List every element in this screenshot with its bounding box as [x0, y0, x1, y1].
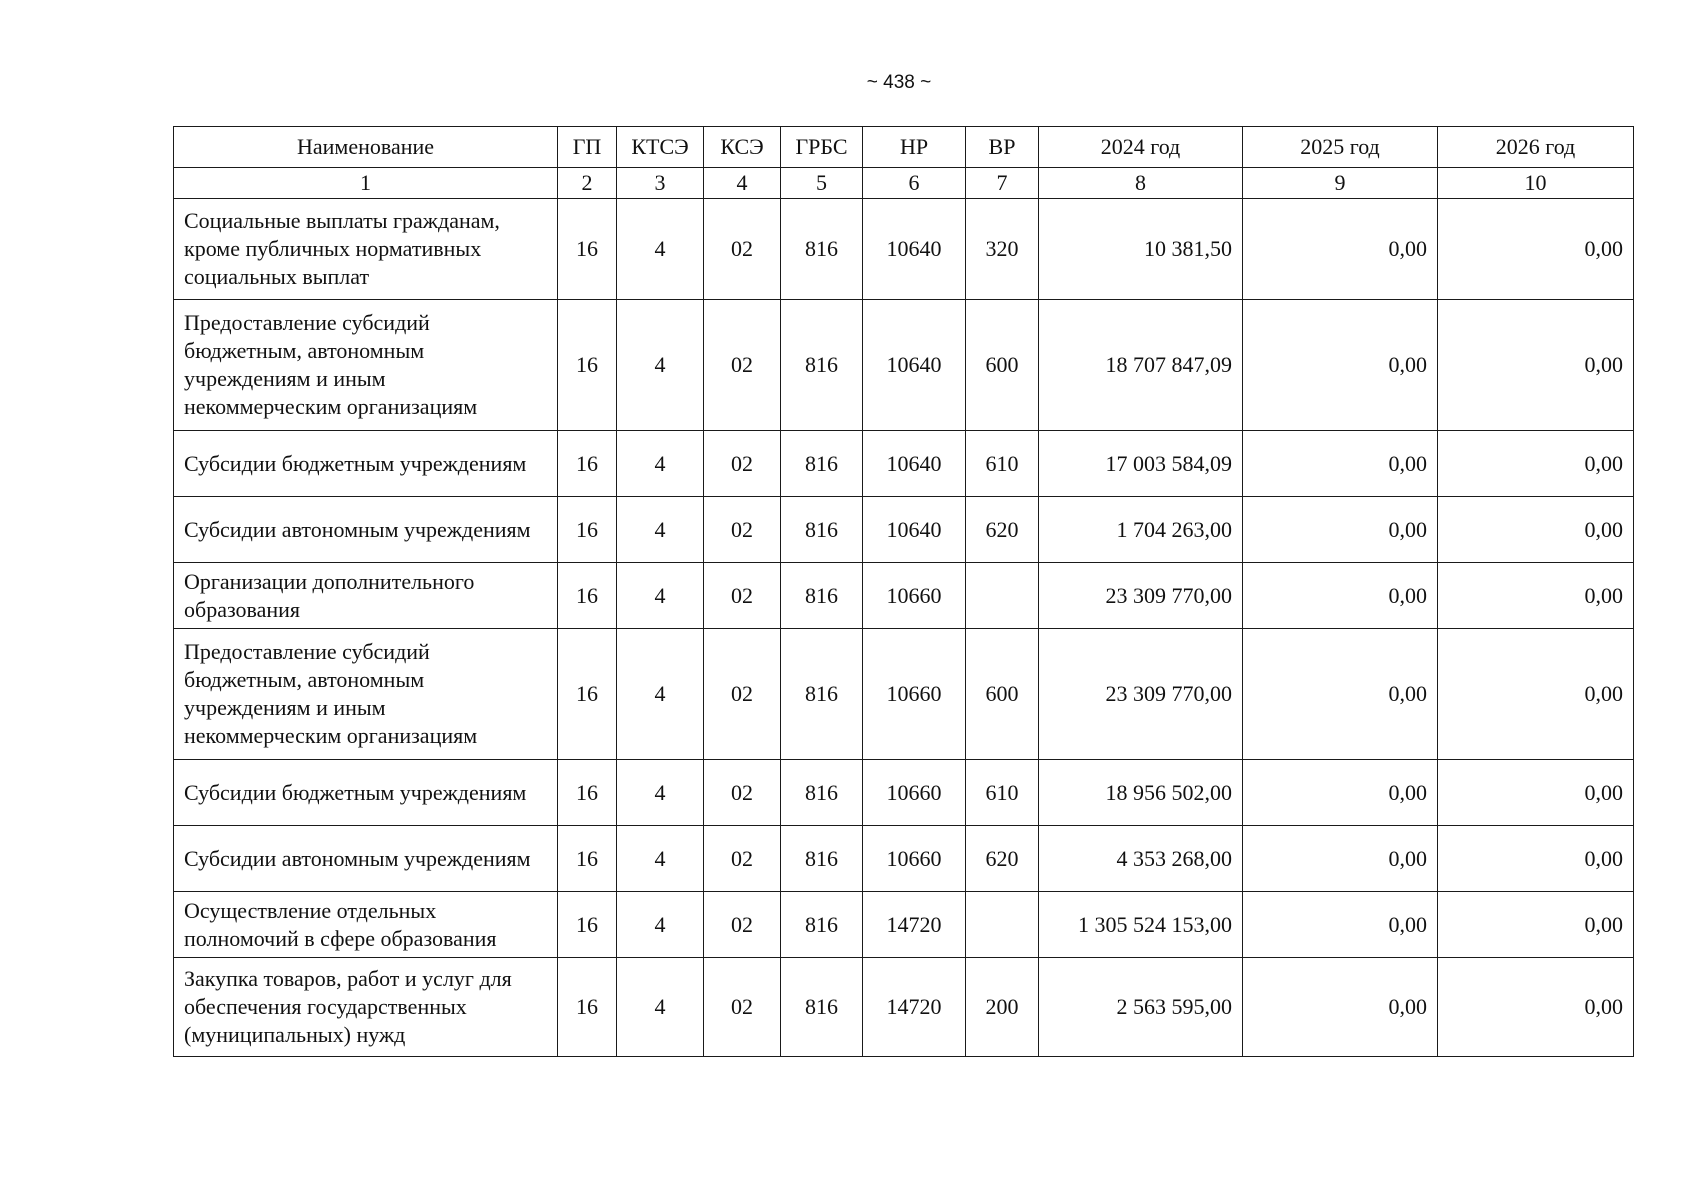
cell-nr: 10660	[863, 629, 966, 760]
cell-2024: 1 305 524 153,00	[1039, 892, 1243, 958]
header-2025: 2025 год	[1243, 127, 1438, 168]
row-name: Предоставление субсидий бюджетным, автономным учреждениям и иным некоммерческим организациям	[174, 629, 558, 760]
cell-kse: 02	[704, 300, 781, 431]
header-vr: ВР	[966, 127, 1039, 168]
cell-2026: 0,00	[1438, 958, 1634, 1057]
row-name: Осуществление отдельных полномочий в сфере образования	[174, 892, 558, 958]
cell-grbs: 816	[781, 563, 863, 629]
cell-nr: 14720	[863, 892, 966, 958]
cell-2024: 2 563 595,00	[1039, 958, 1243, 1057]
cell-nr: 10640	[863, 431, 966, 497]
cell-vr: 600	[966, 300, 1039, 431]
header-name: Наименование	[174, 127, 558, 168]
cell-gp: 16	[558, 958, 617, 1057]
cell-2024: 18 956 502,00	[1039, 760, 1243, 826]
cell-vr	[966, 892, 1039, 958]
cell-kse: 02	[704, 958, 781, 1057]
column-number: 7	[966, 168, 1039, 199]
cell-kse: 02	[704, 199, 781, 300]
table-row	[174, 431, 1634, 497]
cell-nr: 10660	[863, 826, 966, 892]
table-row	[174, 497, 1634, 563]
cell-2026: 0,00	[1438, 629, 1634, 760]
budget-table	[173, 126, 1634, 1057]
cell-nr: 10640	[863, 300, 966, 431]
cell-nr: 14720	[863, 958, 966, 1057]
header-gp: ГП	[558, 127, 617, 168]
cell-grbs: 816	[781, 958, 863, 1057]
cell-gp: 16	[558, 629, 617, 760]
cell-2024: 17 003 584,09	[1039, 431, 1243, 497]
cell-2024: 23 309 770,00	[1039, 629, 1243, 760]
cell-kse: 02	[704, 760, 781, 826]
cell-kse: 02	[704, 431, 781, 497]
cell-kse: 02	[704, 826, 781, 892]
cell-grbs: 816	[781, 826, 863, 892]
table-row	[174, 629, 1634, 760]
cell-grbs: 816	[781, 431, 863, 497]
cell-nr: 10640	[863, 199, 966, 300]
cell-2026: 0,00	[1438, 892, 1634, 958]
cell-2024: 4 353 268,00	[1039, 826, 1243, 892]
row-name: Организации дополнительного образования	[174, 563, 558, 629]
table-row	[174, 892, 1634, 958]
cell-kse: 02	[704, 563, 781, 629]
cell-kse: 02	[704, 892, 781, 958]
column-number: 8	[1039, 168, 1243, 199]
row-name: Субсидии автономным учреждениям	[174, 497, 558, 563]
cell-kse: 02	[704, 497, 781, 563]
column-number: 4	[704, 168, 781, 199]
header-row	[174, 127, 1634, 168]
cell-kse: 02	[704, 629, 781, 760]
cell-grbs: 816	[781, 497, 863, 563]
cell-ktse: 4	[617, 958, 704, 1057]
column-number: 5	[781, 168, 863, 199]
cell-vr: 320	[966, 199, 1039, 300]
cell-2024: 23 309 770,00	[1039, 563, 1243, 629]
table-row	[174, 760, 1634, 826]
row-name: Субсидии бюджетным учреждениям	[174, 760, 558, 826]
table-row	[174, 958, 1634, 1057]
cell-gp: 16	[558, 431, 617, 497]
cell-2025: 0,00	[1243, 760, 1438, 826]
header-ktse: КТСЭ	[617, 127, 704, 168]
cell-grbs: 816	[781, 629, 863, 760]
cell-2025: 0,00	[1243, 563, 1438, 629]
column-number: 3	[617, 168, 704, 199]
column-number: 9	[1243, 168, 1438, 199]
header-nr: НР	[863, 127, 966, 168]
cell-2025: 0,00	[1243, 199, 1438, 300]
cell-2025: 0,00	[1243, 892, 1438, 958]
cell-ktse: 4	[617, 892, 704, 958]
row-name: Закупка товаров, работ и услуг для обеспечения государственных (муниципальных) нужд	[174, 958, 558, 1057]
cell-nr: 10660	[863, 760, 966, 826]
cell-ktse: 4	[617, 497, 704, 563]
cell-nr: 10660	[863, 563, 966, 629]
cell-2025: 0,00	[1243, 629, 1438, 760]
header-kse: КСЭ	[704, 127, 781, 168]
cell-ktse: 4	[617, 199, 704, 300]
cell-nr: 10640	[863, 497, 966, 563]
column-number-row	[174, 168, 1634, 199]
cell-ktse: 4	[617, 431, 704, 497]
cell-gp: 16	[558, 300, 617, 431]
cell-2026: 0,00	[1438, 760, 1634, 826]
cell-vr: 620	[966, 497, 1039, 563]
cell-2024: 18 707 847,09	[1039, 300, 1243, 431]
column-number: 1	[174, 168, 558, 199]
cell-2026: 0,00	[1438, 497, 1634, 563]
cell-gp: 16	[558, 497, 617, 563]
cell-2025: 0,00	[1243, 497, 1438, 563]
table-row	[174, 563, 1634, 629]
cell-vr: 620	[966, 826, 1039, 892]
table-row	[174, 300, 1634, 431]
cell-gp: 16	[558, 892, 617, 958]
header-grbs: ГРБС	[781, 127, 863, 168]
page-number: ~ 438 ~	[866, 72, 932, 93]
row-name: Социальные выплаты гражданам, кроме публичных нормативных социальных выплат	[174, 199, 558, 300]
column-number: 10	[1438, 168, 1634, 199]
column-number: 6	[863, 168, 966, 199]
cell-vr	[966, 563, 1039, 629]
cell-2026: 0,00	[1438, 563, 1634, 629]
row-name: Субсидии бюджетным учреждениям	[174, 431, 558, 497]
cell-2026: 0,00	[1438, 300, 1634, 431]
cell-vr: 600	[966, 629, 1039, 760]
cell-gp: 16	[558, 199, 617, 300]
cell-vr: 200	[966, 958, 1039, 1057]
cell-ktse: 4	[617, 826, 704, 892]
cell-gp: 16	[558, 760, 617, 826]
cell-ktse: 4	[617, 760, 704, 826]
cell-2025: 0,00	[1243, 431, 1438, 497]
cell-grbs: 816	[781, 892, 863, 958]
cell-vr: 610	[966, 760, 1039, 826]
cell-gp: 16	[558, 826, 617, 892]
table-row	[174, 199, 1634, 300]
cell-2024: 10 381,50	[1039, 199, 1243, 300]
cell-gp: 16	[558, 563, 617, 629]
table-body	[174, 199, 1634, 1057]
cell-grbs: 816	[781, 760, 863, 826]
cell-2025: 0,00	[1243, 300, 1438, 431]
header-2026: 2026 год	[1438, 127, 1634, 168]
table-row	[174, 826, 1634, 892]
cell-2026: 0,00	[1438, 199, 1634, 300]
cell-2026: 0,00	[1438, 431, 1634, 497]
cell-ktse: 4	[617, 300, 704, 431]
header-2024: 2024 год	[1039, 127, 1243, 168]
column-number: 2	[558, 168, 617, 199]
cell-grbs: 816	[781, 199, 863, 300]
cell-2025: 0,00	[1243, 958, 1438, 1057]
cell-vr: 610	[966, 431, 1039, 497]
cell-grbs: 816	[781, 300, 863, 431]
cell-2025: 0,00	[1243, 826, 1438, 892]
table-header	[174, 127, 1634, 199]
row-name: Предоставление субсидий бюджетным, автономным учреждениям и иным некоммерческим организациям	[174, 300, 558, 431]
cell-2024: 1 704 263,00	[1039, 497, 1243, 563]
cell-ktse: 4	[617, 629, 704, 760]
row-name: Субсидии автономным учреждениям	[174, 826, 558, 892]
cell-2026: 0,00	[1438, 826, 1634, 892]
cell-ktse: 4	[617, 563, 704, 629]
